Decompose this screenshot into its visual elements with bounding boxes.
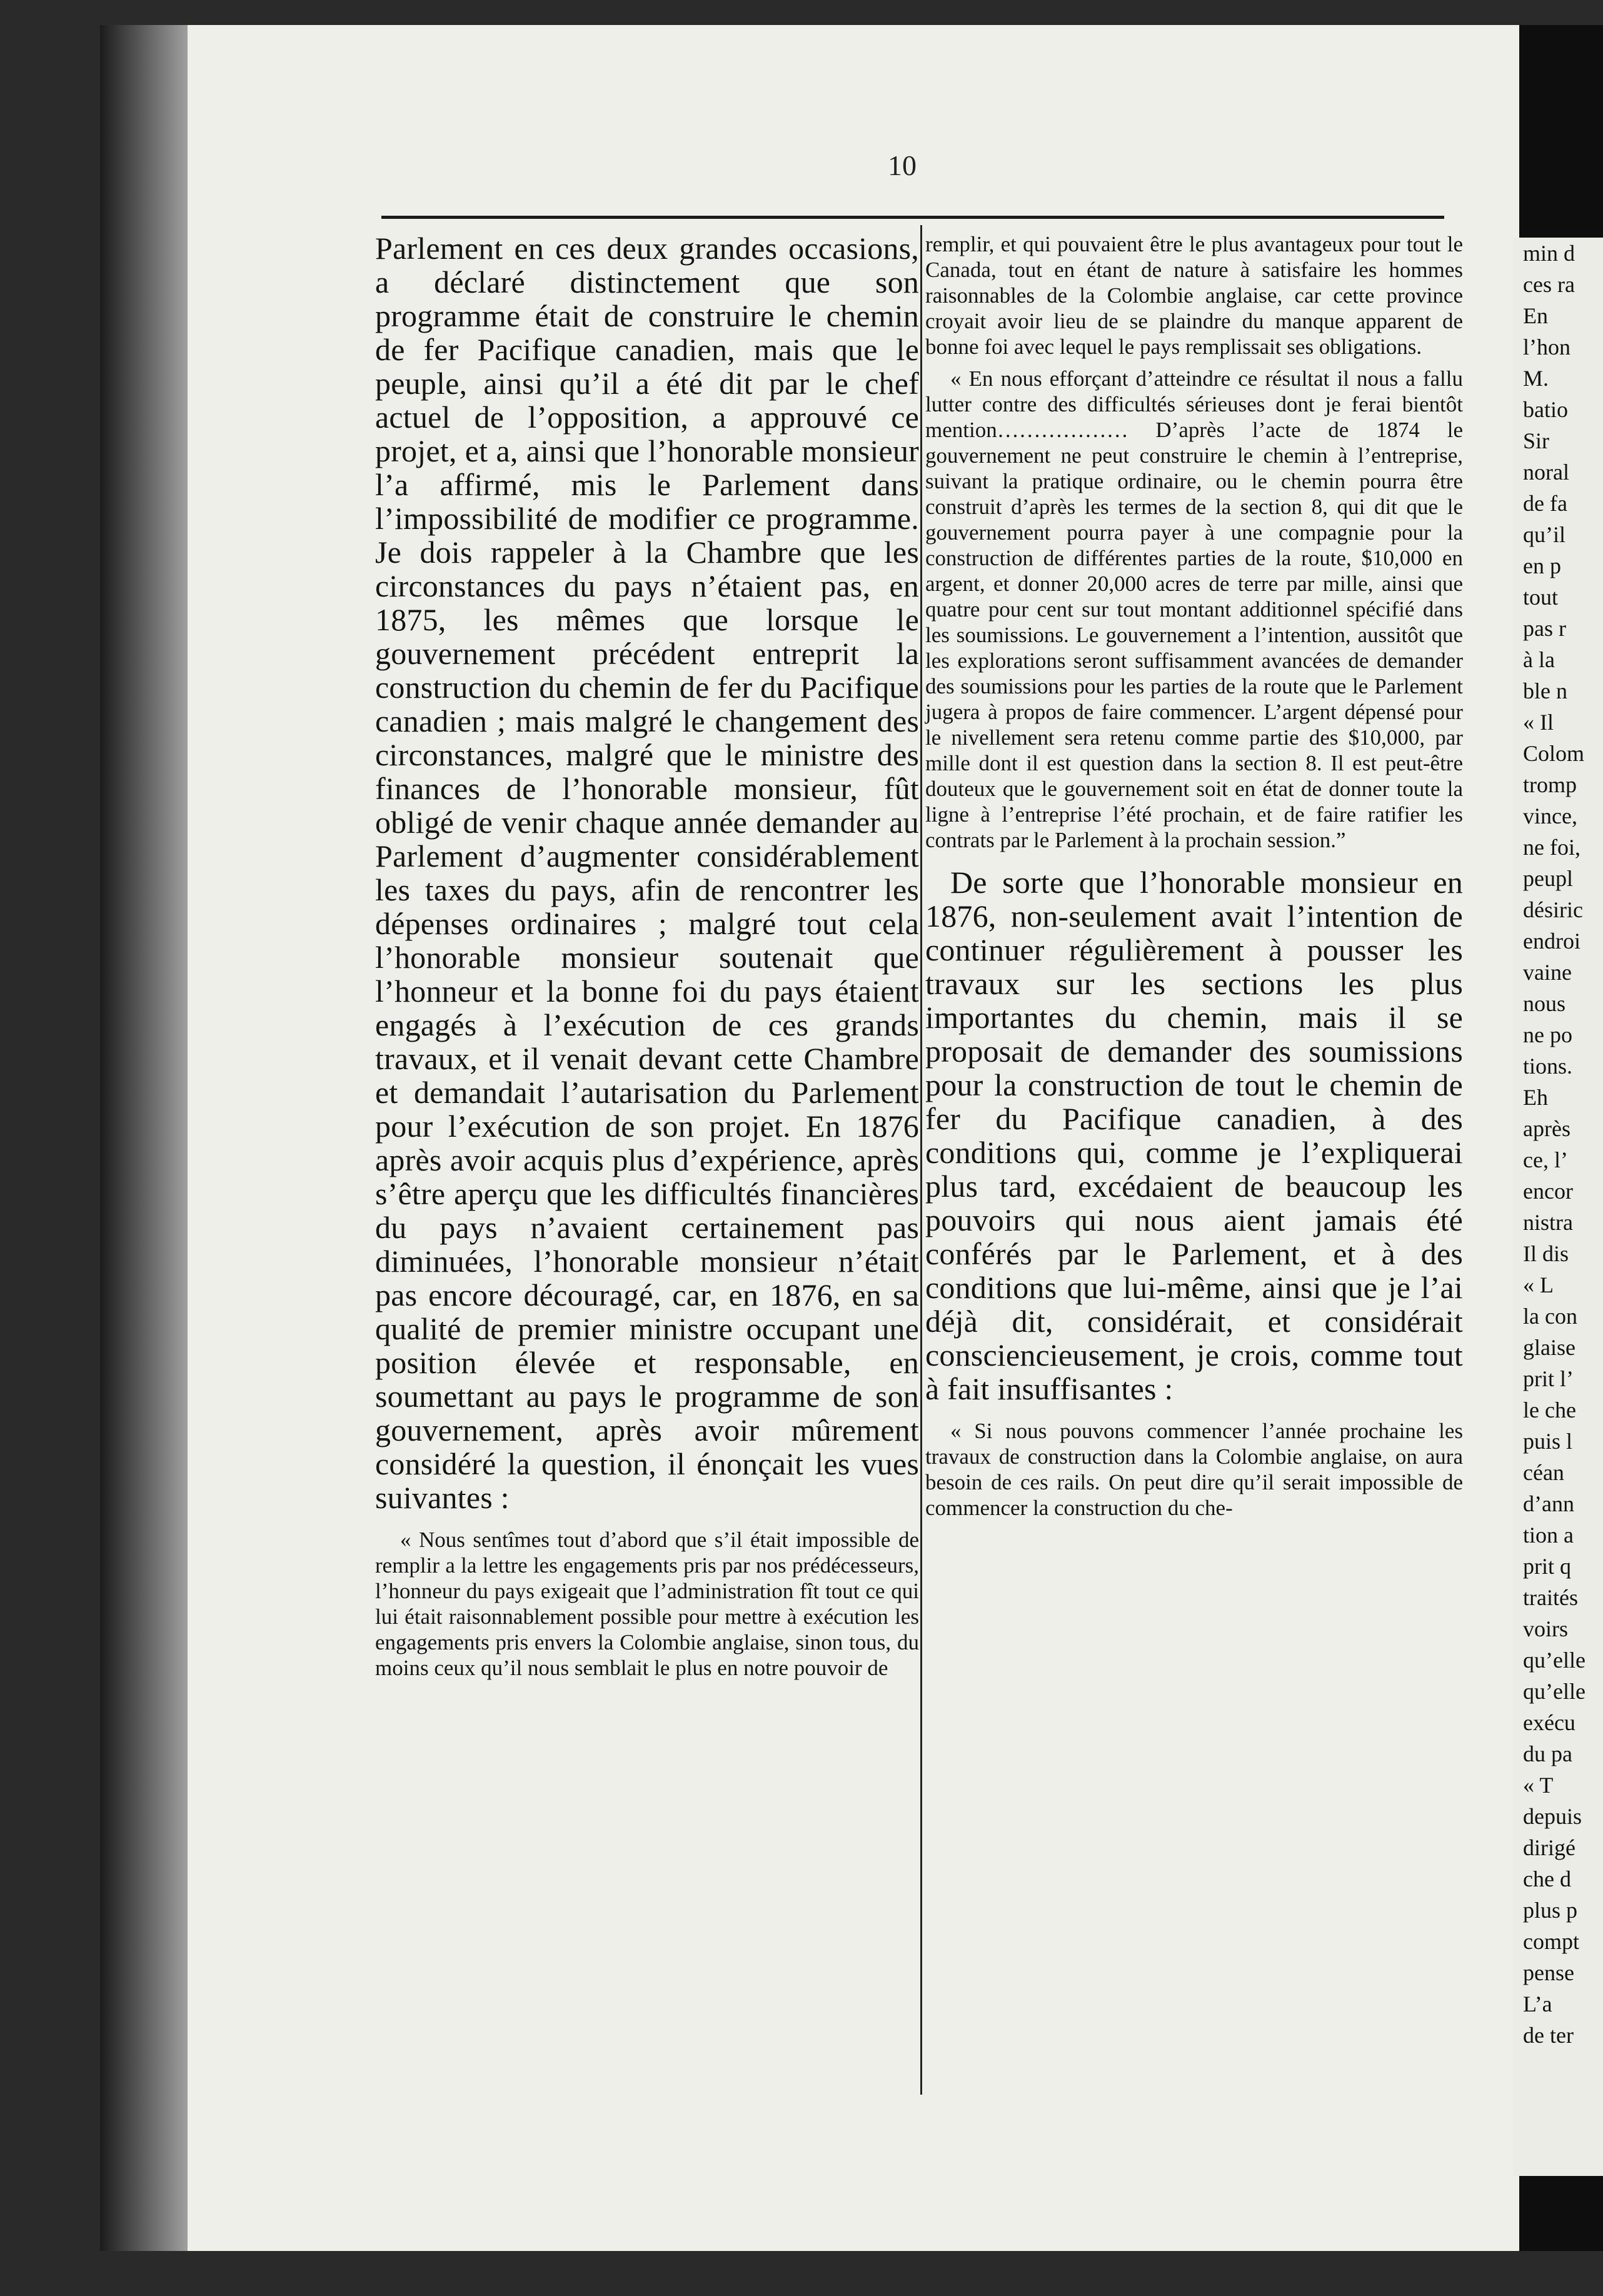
adjacent-page-line: tout [1523,585,1559,610]
page-number: 10 [888,149,917,181]
adjacent-page-line: vaine [1523,960,1572,985]
adjacent-page-line: pense [1523,1960,1574,1985]
adjacent-page-line: Sir [1523,428,1550,453]
adjacent-page-line: compt [1523,1929,1579,1954]
adjacent-page-line: puis l [1523,1429,1573,1454]
adjacent-page-line: qu’elle [1523,1679,1585,1704]
adjacent-page-line: exécu [1523,1710,1575,1735]
adjacent-page-fragment [1513,238,1603,2176]
adjacent-page-line: d’ann [1523,1491,1574,1516]
adjacent-page-line: endroi [1523,929,1580,954]
adjacent-page-line: nous [1523,991,1566,1016]
left-column [375,231,919,1681]
adjacent-page-line: noral [1523,460,1569,485]
adjacent-page-line: tromp [1523,772,1577,797]
adjacent-page-line: Eh [1523,1085,1548,1110]
adjacent-page-line: vince, [1523,803,1577,828]
adjacent-page-line: du pa [1523,1741,1572,1766]
adjacent-page-line: ne po [1523,1022,1572,1047]
block-quote: « En nous efforçant d’atteindre ce résultat il nous a fallu lutter contre des difficultés sérieuses dont je ferai bientôt mention……………… D’après l’acte de 1874 le gouvernement ne peut construire le chemin à l’entreprise, suivant la pratique ordinaire, ou le chemin pourra être construit d’après les termes de la section 8, qui dit que le gouvernement pourra payer à une compagnie pour la construction de différentes parties de la route, $10,000 en argent, et donner 20,000 acres de terre par mille, ainsi que quatre pour cent sur tout montant additionnel spécifié dans les soumissions. Le gouvernement a l’intention, aussitôt que les explorations seront suffisamment avancées de demander des soumissions pour les parties de la route que le Parlement jugera à propos de faire commencer. L’argent dépensé pour le nivellement sera retenu comme partie des $10,000, par mille dont il est question dans la section 8. Il est peut-être douteux que le gouvernement soit en état de donner toute la ligne à l’entreprise l’été prochain, et de faire ratifier les contrats par le Parlement à la prochain session.” [925,366,1463,852]
adjacent-page-line: « L [1523,1272,1554,1297]
adjacent-page-line: prit l’ [1523,1366,1574,1391]
adjacent-page-line: Il dis [1523,1241,1569,1266]
adjacent-page-line: désiric [1523,897,1583,922]
adjacent-page-line: En [1523,303,1548,328]
body-paragraph: De sorte que l’honorable monsieur en 1876, non-seulement avait l’intention de continuer régulièrement à pousser les travaux sur les sections les plus importantes du chemin, mais il se proposait de demander des soumissions pour la construction de tout le chemin de fer du Pacifique canadien, à des conditions qui, comme je l’expliquerai plus tard, excédaient de beaucoup les pouvoirs qui nous aient jamais été conférés par le Parlement, et à des conditions que lui-même, ainsi que je l’ai déjà dit, considérait, et considérait consciencieusement, je crois, comme tout à fait insuffisantes : [925,865,1463,1406]
block-quote: « Nous sentîmes tout d’abord que s’il était impossible de remplir a la lettre les engagements pris par nos prédécesseurs, l’honneur du pays exigeait que l’administration fît tout ce qui lui était raisonnablement possible pour mettre à exécution les engagements pris envers la Colombie anglaise, sinon tous, du moins ceux qu’il nous semblait le plus en notre pouvoir de [375,1528,919,1680]
adjacent-page-line: qu’il [1523,522,1565,547]
adjacent-page-line: pas r [1523,616,1566,641]
adjacent-page-line: L’a [1523,1991,1552,2017]
adjacent-page-line: voirs [1523,1616,1568,1641]
adjacent-page-line: à la [1523,647,1555,672]
adjacent-page-line: encor [1523,1179,1573,1204]
adjacent-page-line: glaise [1523,1335,1575,1360]
adjacent-page-line: depuis [1523,1804,1582,1829]
adjacent-page-line: traités [1523,1585,1578,1610]
body-paragraph: Parlement en ces deux grandes occasions, a déclaré distinctement que son programme était de construire le chemin de fer Pacifique canadien, mais que le peuple, ainsi qu’il a été dit par le chef actuel de l’opposition, a approuvé ce projet, et a, ainsi que l’honorable monsieur l’a affirmé, mis le Parlement dans l’impossibilité de modifier ce programme. Je dois rappeler à la Chambre que les circonstances du pays n’étaient pas, en 1875, les mêmes que lorsque le gouvernement précédent entreprit la construction du chemin de fer du Pacifique canadien ; mais malgré le changement des circonstances, malgré que le ministre des finances de l’honorable monsieur, fût obligé de venir chaque année demander au Parlement d’augmenter considérablement les taxes du pays, afin de rencontrer les dépenses ordinaires ; malgré tout cela l’honorable monsieur soutenait que l’honneur et la bonne foi du pays étaient engagés à l’exécution de ces grands travaux, et il venait devant cette Chambre et demandait l’autarisation du Parlement pour l’exécution de son projet. En 1876 après avoir acquis plus d’expérience, après s’être aperçu que les difficultés financières du pays n’avaient certainement pas diminuées, l’honorable monsieur n’était pas encore découragé, car, en 1876, en sa qualité de premier ministre occupant une position élevée et responsable, en soumettant au pays le programme de son gouvernement, après avoir mûrement considéré la question, il énonçait les vues suivantes : [375,231,919,1515]
block-quote: « Si nous pouvons commencer l’année prochaine les travaux de construction dans la Colombie anglaise, on aura besoin de ces rails. On peut dire qu’il serait impossible de commencer la construction du che- [925,1419,1463,1520]
adjacent-page-line: de fa [1523,491,1567,516]
block-quote-continued: remplir, et qui pouvaient être le plus avantageux pour tout le Canada, tout en étant de nature à satisfaire les hommes raisonnables de la Colombie anglaise, car cette province croyait avoir lieu de se plaindre du manque apparent de bonne foi avec lequel le pays remplissait ses obligations. [925,232,1463,359]
adjacent-page-line: « T [1523,1773,1554,1798]
adjacent-page-line: dirigé [1523,1835,1575,1860]
adjacent-page-line: l’hon [1523,335,1570,360]
adjacent-page-line: che d [1523,1866,1571,1891]
adjacent-page-line: prit q [1523,1554,1571,1579]
adjacent-page-line: de ter [1523,2023,1574,2048]
adjacent-page-line: batio [1523,397,1568,422]
adjacent-page-line: la con [1523,1304,1577,1329]
adjacent-page-line: ble n [1523,678,1567,703]
adjacent-page-line: en p [1523,553,1561,578]
adjacent-page-line: min d [1523,241,1575,266]
adjacent-page-line: ces ra [1523,272,1575,297]
adjacent-page-line: « Il [1523,710,1554,735]
adjacent-page-line: qu’elle [1523,1648,1585,1673]
adjacent-page-line: tion a [1523,1523,1574,1548]
adjacent-page-line: le che [1523,1397,1576,1422]
adjacent-page-line: Colom [1523,741,1585,766]
adjacent-page-line: céan [1523,1460,1564,1485]
adjacent-page-line: plus p [1523,1898,1578,1923]
adjacent-page-line: ce, l’ [1523,1147,1568,1172]
header-rule [381,216,1444,219]
adjacent-page-line: tions. [1523,1054,1573,1079]
adjacent-page-line: ne foi, [1523,835,1580,860]
adjacent-page-line: peupl [1523,866,1573,891]
column-divider [920,225,922,2095]
right-column [925,231,1463,1521]
adjacent-page-line: après [1523,1116,1570,1141]
adjacent-page-line: nistra [1523,1210,1573,1235]
adjacent-page-line: M. [1523,366,1549,391]
